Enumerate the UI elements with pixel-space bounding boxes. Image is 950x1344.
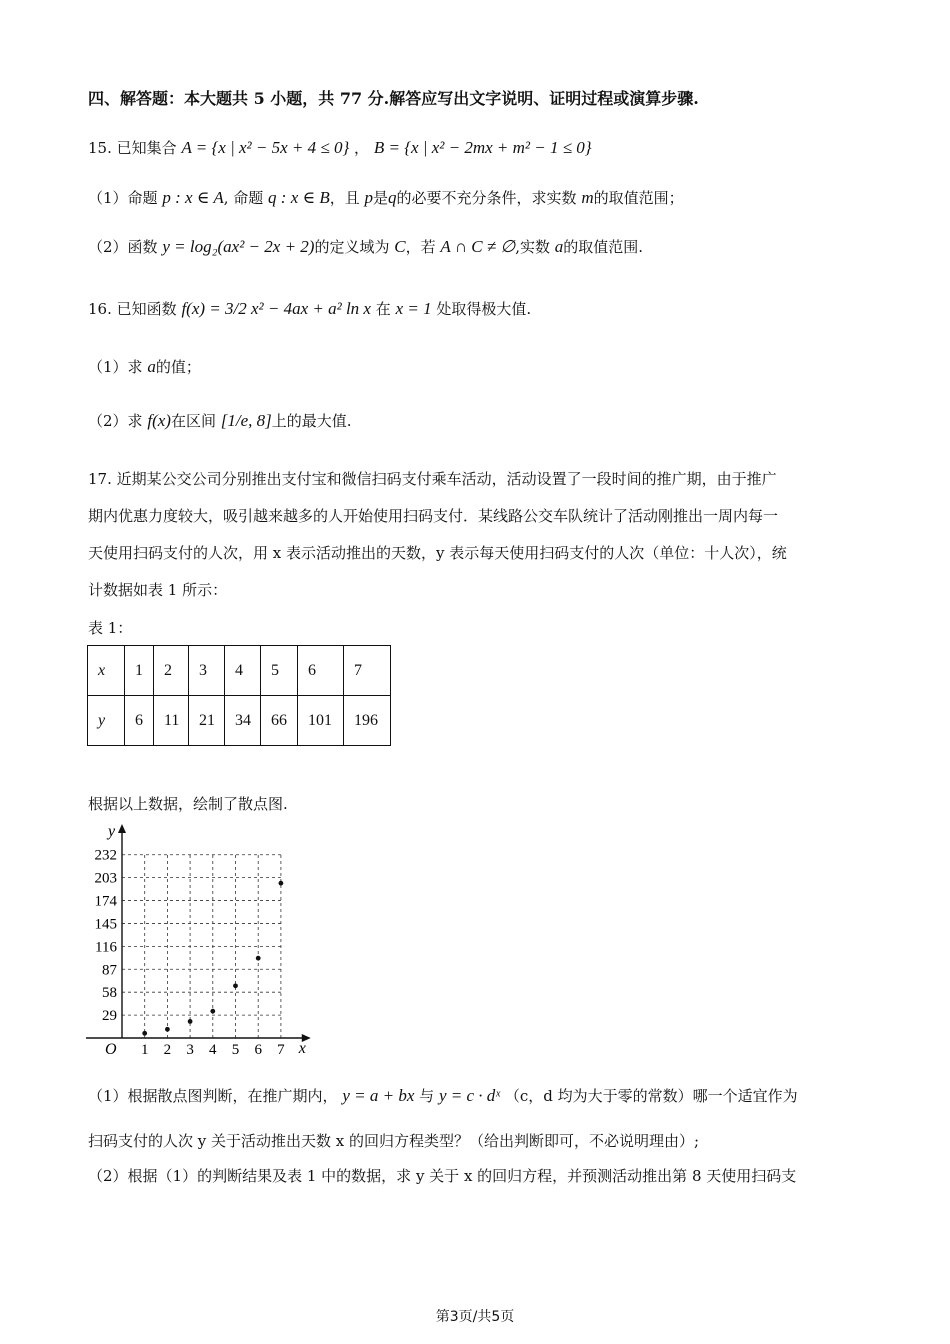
set-a-expression: A = {x | x² − 5x + 4 ≤ 0}: [181, 138, 350, 157]
q16-part2-text: 在区间: [170, 412, 216, 430]
q15-number: 15.: [88, 139, 112, 157]
q17-part2-label: （2）: [88, 1167, 128, 1185]
extremum-point: x = 1: [395, 299, 432, 318]
q15-part1-text: ，且: [329, 189, 360, 207]
q16-part1-text: 求: [127, 358, 143, 376]
x-axis-label: x: [298, 1040, 306, 1057]
table-cell: 101: [298, 696, 344, 746]
q15-part1-text: 是: [373, 189, 389, 207]
data-point: [142, 1031, 147, 1036]
interval: [1/e, 8]: [220, 411, 272, 430]
table-cell: 3: [189, 646, 225, 696]
q17-paragraph: [88, 461, 868, 609]
data-point: [279, 881, 284, 886]
q17-part1-text: 与: [419, 1087, 435, 1105]
q15-part2-text: ，若: [405, 238, 436, 256]
q16-text: 在: [375, 300, 391, 318]
exponential-model: y = c · dˣ: [438, 1086, 501, 1105]
table-caption: 表 1：: [88, 619, 133, 637]
q15-part2: [88, 236, 643, 258]
q17-number: 17.: [88, 470, 112, 488]
proposition-p: p : x ∈ A: [162, 188, 224, 207]
q17-part1-text: （c，d 均为大于零的常数）哪一个适宜作为: [504, 1087, 798, 1105]
y-tick-label: 58: [102, 985, 117, 1002]
data-point: [188, 1019, 193, 1024]
table-cell: 6: [125, 696, 154, 746]
q16-text: 处取得极大值.: [436, 300, 532, 318]
q16-part2: [88, 410, 352, 432]
y-axis-arrow: [118, 824, 126, 833]
table-cell: 66: [261, 696, 298, 746]
q16-number: 16.: [88, 300, 112, 318]
set-b-expression: B = {x | x² − 2mx + m² − 1 ≤ 0}: [373, 138, 592, 157]
x-tick-label: 1: [140, 1042, 149, 1058]
table-header-y: y: [88, 696, 125, 746]
q17-line-text: 近期某公交公司分别推出支付宝和微信扫码支付乘车活动，活动设置了一段时间的推广期，由于推广: [116, 470, 777, 488]
linear-model: y = a + bx: [342, 1086, 415, 1105]
q17-part1-line2: 扫码支付的人次 y 关于活动推出天数 x 的回归方程类型？（给出判断即可，不必说明理由）;: [88, 1132, 700, 1150]
y-tick-label: 87: [102, 962, 117, 979]
q15-stem: 15. 已知集合 A = {x | x² − 5x + 4 ≤ 0} ， B = {x | x² − 2mx + m² − 1 ≤ 0}: [88, 138, 592, 157]
data-point: [210, 1009, 215, 1014]
q17-part1-text: 根据散点图判断，在推广期内，: [127, 1087, 338, 1105]
q16-part2-text: 上的最大值.: [271, 412, 352, 430]
q15-part1-label: （1）: [88, 189, 128, 207]
table-row-x: [88, 646, 391, 696]
y-tick-label: 29: [102, 1008, 117, 1025]
q16-part1: [88, 356, 201, 378]
data-table: [87, 645, 391, 746]
q17-part1-line1: [88, 1085, 798, 1107]
x-tick-label: 5: [231, 1042, 240, 1058]
x-tick-label: 4: [209, 1042, 217, 1058]
origin-label: O: [105, 1041, 117, 1058]
table-cell: 34: [225, 696, 261, 746]
q15-part1: （1）命题 p : x ∈ A, 命题 q : x ∈ B，且 p是q的必要不充分条件，求实数 m的取值范围；: [88, 188, 684, 207]
scatter-caption: 根据以上数据，绘制了散点图.: [88, 795, 288, 813]
log-function: y = log₂(ax² − 2x + 2): [162, 237, 315, 256]
y-tick-label: 232: [94, 847, 117, 864]
q17-line: 计数据如表 1 所示：: [88, 581, 228, 599]
data-point: [165, 1027, 170, 1032]
variable-a: a: [554, 237, 564, 256]
page-footer: 第3页/共5页: [435, 1309, 515, 1325]
q15-part2-text: ,实数: [515, 238, 551, 256]
q16-text: 已知函数: [116, 300, 177, 318]
q16-stem: [88, 298, 531, 320]
x-tick-label: 2: [163, 1042, 172, 1058]
table-cell: 196: [344, 696, 391, 746]
table-cell: 2: [154, 646, 189, 696]
q16-part1-text: 的值；: [155, 358, 201, 376]
q17-part1-label: （1）: [88, 1087, 128, 1105]
scatter-plot: [80, 818, 330, 1063]
variable-a: a: [147, 357, 156, 376]
variable-m: m: [581, 188, 594, 207]
data-point: [233, 983, 238, 988]
q16-part1-label: （1）: [88, 358, 128, 376]
q15-part1-text: 的必要不充分条件，求实数: [396, 189, 577, 207]
intersection-condition: A ∩ C ≠ ∅: [440, 237, 516, 256]
y-tick-label: 203: [94, 870, 117, 887]
table-cell: 11: [154, 696, 189, 746]
section-heading: 四、解答题：本大题共 5 小题，共 77 分.解答应写出文字说明、证明过程或演算步骤.: [88, 89, 699, 108]
table-cell: 21: [189, 696, 225, 746]
q17-part2-line1: [88, 1165, 796, 1187]
q15-part2-text: 函数: [127, 238, 158, 256]
function-f-ref: f(x): [147, 411, 171, 430]
y-tick-label: 116: [95, 939, 117, 956]
q17-line: 天使用扫码支付的人次，用 x 表示活动推出的天数，y 表示每天使用扫码支付的人次（单位：十人次），统: [88, 544, 787, 562]
q17-line: [88, 461, 868, 498]
q15-part2-text: 的取值范围.: [563, 238, 644, 256]
table-cell: 6: [298, 646, 344, 696]
q15-part1-text: 命题: [127, 189, 158, 207]
set-c: C: [394, 237, 406, 256]
q15-part2-label: （2）: [88, 238, 128, 256]
q16-part2-label: （2）: [88, 412, 128, 430]
table-header-x: x: [88, 646, 125, 696]
table-cell: 5: [261, 646, 298, 696]
y-tick-label: 174: [94, 893, 117, 910]
y-axis-label: y: [108, 823, 116, 840]
q17-line: 期内优惠力度较大，吸引越来越多的人开始使用扫码支付．某线路公交车队统计了活动刚推出一周内每一: [88, 507, 779, 525]
proposition-q: q : x ∈ B: [268, 188, 330, 207]
q17-part2-text: 根据（1）的判断结果及表 1 中的数据，求 y 关于 x 的回归方程，并预测活动推出第 8 天使用扫码支: [127, 1167, 797, 1185]
data-point: [256, 956, 261, 961]
q15-part1-text: 的取值范围；: [593, 189, 684, 207]
q15-part2-text: 的定义域为: [314, 238, 390, 256]
table-cell: 4: [225, 646, 261, 696]
x-tick-label: 6: [254, 1042, 262, 1058]
table-cell: 1: [125, 646, 154, 696]
q15-intro: 已知集合: [116, 139, 177, 157]
q15-part1-text: , 命题: [223, 189, 264, 207]
table-row-y: [88, 696, 391, 746]
q16-part2-text: 求: [127, 412, 143, 430]
x-tick-label: 3: [186, 1042, 194, 1058]
function-f: f(x) = 3/2 x² − 4ax + a² ln x: [181, 299, 371, 318]
y-tick-label: 145: [94, 916, 117, 933]
table-cell: 7: [344, 646, 391, 696]
x-tick-label: 7: [277, 1042, 285, 1058]
